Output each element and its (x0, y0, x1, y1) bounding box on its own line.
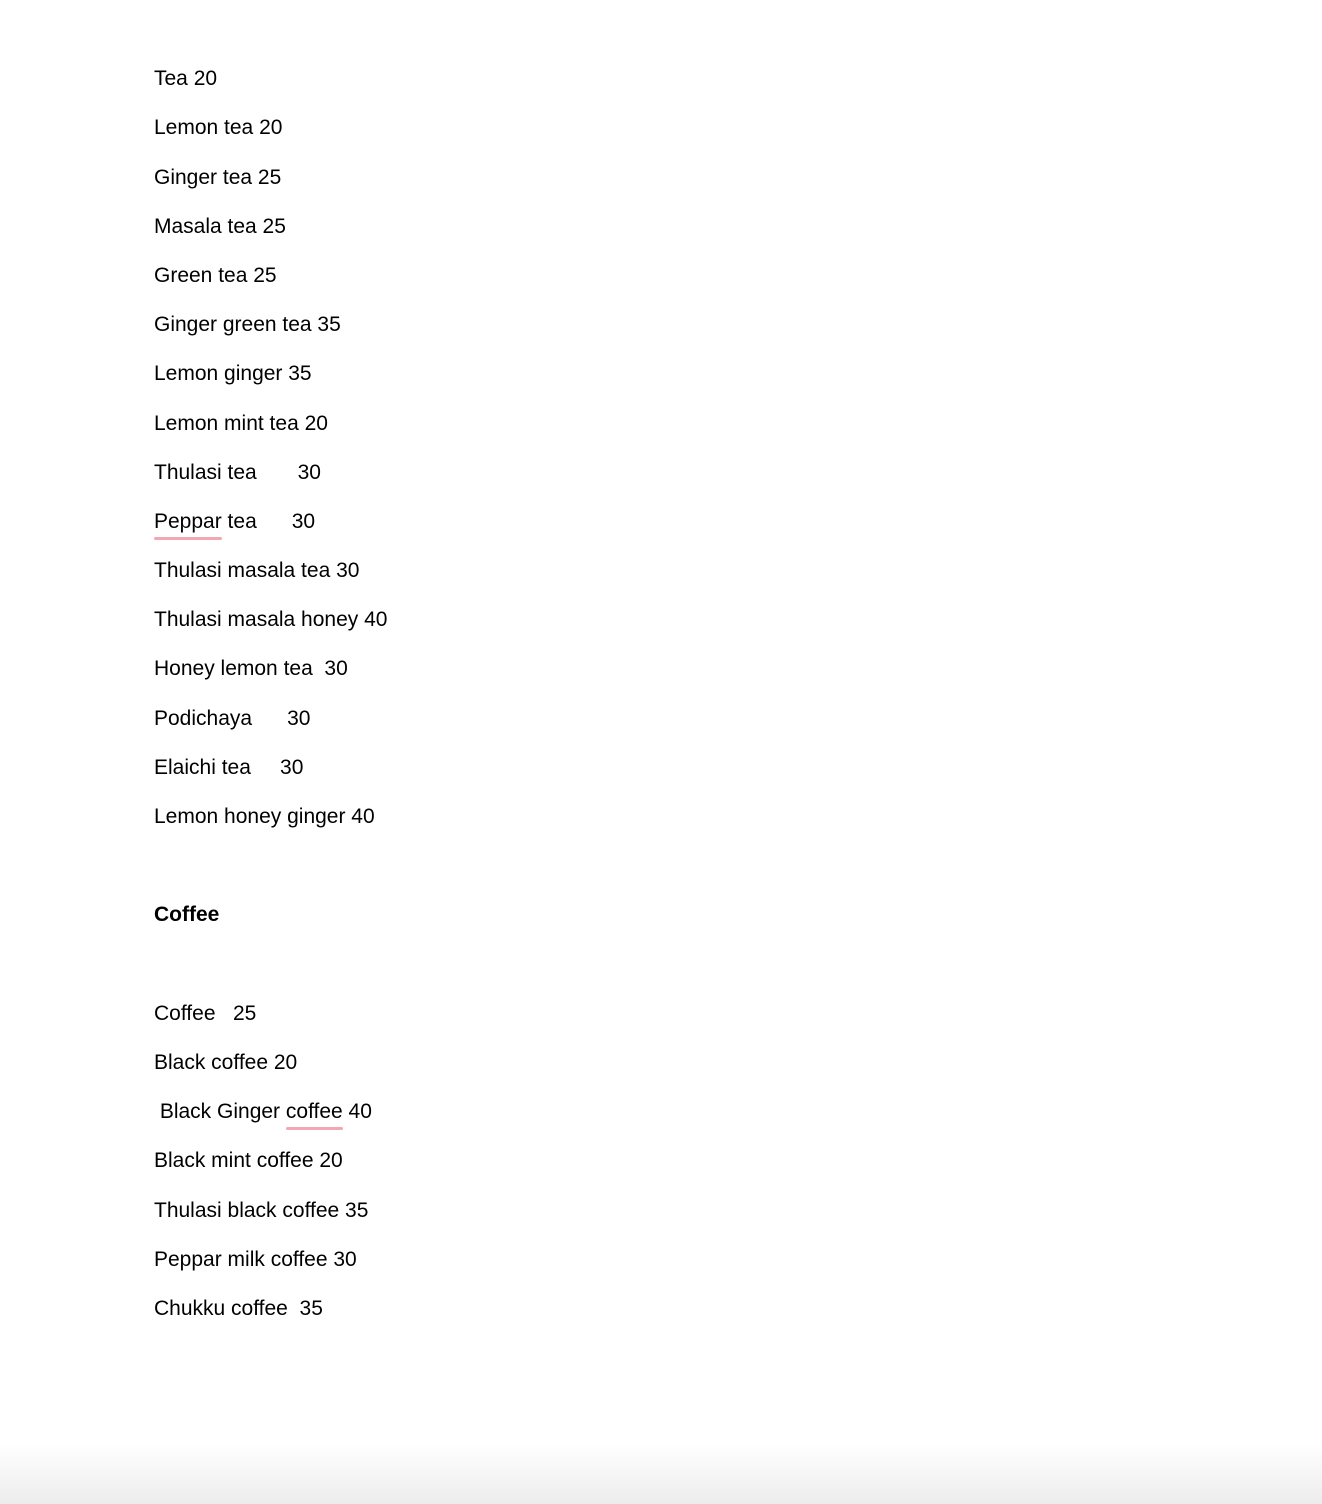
item-text: Coffee 25 (154, 1002, 257, 1025)
tea-item[interactable] (154, 460, 321, 486)
item-text: Green tea 25 (154, 264, 277, 287)
item-text: Tea 20 (154, 67, 218, 90)
coffee-item[interactable] (154, 1050, 297, 1076)
item-text: Lemon tea 20 (154, 116, 283, 139)
item-text: 40 (342, 1100, 372, 1123)
item-text: Peppar milk coffee 30 (154, 1248, 357, 1271)
tea-item[interactable] (154, 361, 312, 387)
coffee-heading (154, 902, 219, 928)
item-text: Chukku coffee 35 (154, 1297, 323, 1320)
item-text: Thulasi masala tea 30 (154, 559, 360, 582)
coffee-item[interactable] (154, 1247, 357, 1273)
item-text: Ginger green tea 35 (154, 313, 341, 336)
tea-item[interactable] (154, 706, 310, 732)
tea-item[interactable] (154, 312, 341, 338)
tea-item[interactable] (154, 755, 303, 781)
tea-item[interactable] (154, 115, 282, 141)
item-text: Masala tea 25 (154, 215, 286, 238)
tea-item[interactable] (154, 165, 281, 191)
coffee-item[interactable] (154, 1296, 323, 1322)
coffee-item[interactable] (154, 1001, 256, 1027)
item-text: Black Ginger (154, 1100, 286, 1123)
item-text: Thulasi masala honey 40 (154, 608, 388, 631)
item-text: Lemon ginger 35 (154, 362, 312, 385)
item-text: Ginger tea 25 (154, 166, 282, 189)
tea-item[interactable] (154, 656, 348, 682)
item-text: Black coffee 20 (154, 1051, 298, 1074)
item-text: Lemon mint tea 20 (154, 412, 328, 435)
tea-item[interactable] (154, 263, 277, 289)
item-text: Thulasi tea 30 (154, 461, 321, 484)
spelling-error-underline[interactable]: Peppar (154, 510, 222, 533)
item-text: Elaichi tea 30 (154, 756, 304, 779)
tea-item[interactable] (154, 66, 217, 92)
item-text: Honey lemon tea 30 (154, 657, 348, 680)
item-text: Black mint coffee 20 (154, 1149, 343, 1172)
item-text: Podichaya 30 (154, 707, 311, 730)
tea-item[interactable] (154, 804, 375, 830)
tea-item[interactable] (154, 214, 286, 240)
coffee-item[interactable] (154, 1198, 368, 1224)
tea-item[interactable] (154, 558, 359, 584)
item-text: Thulasi black coffee 35 (154, 1199, 369, 1222)
tea-item[interactable] (154, 607, 387, 633)
item-text: Lemon honey ginger 40 (154, 805, 375, 828)
tea-item[interactable] (154, 411, 328, 437)
heading-text: Coffee (154, 903, 220, 926)
coffee-item[interactable] (154, 1148, 343, 1174)
spelling-error-underline[interactable]: coffee (285, 1100, 343, 1123)
item-text: tea 30 (221, 510, 316, 533)
tea-item[interactable] (154, 509, 315, 535)
page-bottom-shadow (0, 1444, 1322, 1504)
coffee-item[interactable] (154, 1099, 372, 1125)
